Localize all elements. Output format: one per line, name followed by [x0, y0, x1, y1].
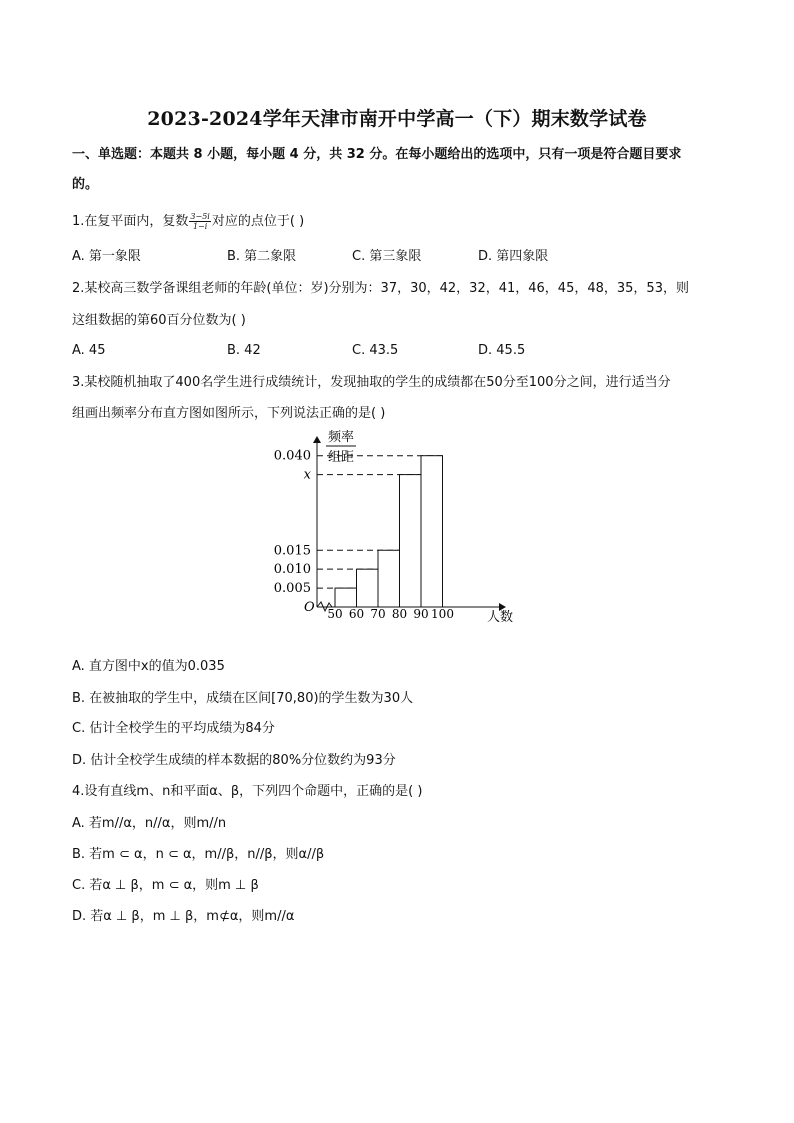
question-3-line2: 组画出频率分布直方图如图所示，下列说法正确的是( ): [72, 406, 386, 421]
x-tick-label: 50: [327, 607, 343, 621]
x-tick-label: 90: [413, 607, 429, 621]
question-1-stem: [72, 212, 304, 231]
question-2-line2: 这组数据的第60百分位数为( ): [72, 313, 246, 328]
question-3-line1: 3.某校随机抽取了400名学生进行成绩统计，发现抽取的学生的成绩都在50分至100分之间，进行适当分: [72, 375, 671, 390]
complex-fraction: [189, 212, 210, 231]
y-tick-label: 0.015: [273, 543, 311, 559]
y-tick-label: 0.040: [273, 448, 311, 464]
section-header-line1: 一、单选题：本题共 8 小题，每小题 4 分，共 32 分。在每小题给出的选项中，只有一项是符合题目要求: [72, 147, 682, 162]
question-1-suffix: 对应的点位于( ): [211, 214, 305, 229]
origin-label: O: [304, 600, 315, 615]
y-label-denominator: 组距: [327, 450, 355, 465]
fraction-numerator: 3−5i: [190, 212, 210, 221]
frequency-histogram: [260, 425, 530, 630]
q2-option-a: A. 45: [72, 343, 106, 358]
q4-option-d: D. 若α ⊥ β，m ⊥ β，m⊄α，则m//α: [72, 909, 295, 924]
question-1-prefix: 1.在复平面内，复数: [72, 214, 189, 229]
q1-option-b: B. 第二象限: [227, 249, 297, 264]
x-tick-label: 80: [391, 607, 408, 621]
q1-option-a: A. 第一象限: [72, 249, 141, 264]
histogram-bar: [421, 456, 443, 607]
q2-option-d: D. 45.5: [478, 343, 526, 358]
y-tick-label: 0.005: [273, 581, 311, 597]
q3-option-c: C. 估计全校学生的平均成绩为84分: [72, 721, 275, 736]
q4-option-c: C. 若α ⊥ β，m ⊂ α，则m ⊥ β: [72, 878, 259, 893]
q4-option-b: B. 若m ⊂ α，n ⊂ α，m//β，n//β，则α//β: [72, 847, 325, 862]
x-tick-label: 60: [348, 607, 365, 621]
q3-option-d: D. 估计全校学生成绩的样本数据的80%分位数约为93分: [72, 753, 396, 768]
q3-option-a: A. 直方图中x的值为0.035: [72, 659, 225, 674]
histogram-bar: [378, 550, 400, 607]
q3-option-b: B. 在被抽取的学生中，成绩在区间[70,80)的学生数为30人: [72, 691, 414, 706]
histogram-marks: [274, 449, 454, 621]
histogram-bar: [400, 475, 422, 607]
question-4-stem: 4.设有直线m、n和平面α、β，下列四个命题中，正确的是( ): [72, 784, 423, 799]
question-2-line1: 2.某校高三数学备课组老师的年龄(单位：岁)分别为：37，30，42，32，41，46，45，48，35，53，则: [72, 281, 689, 296]
x-axis-label: 人数: [487, 610, 514, 625]
q1-option-d: D. 第四象限: [478, 249, 549, 264]
y-tick-label: x: [303, 467, 311, 483]
q1-option-c: C. 第三象限: [352, 249, 422, 264]
x-tick-label: 70: [370, 607, 386, 621]
q4-option-a: A. 若m//α，n//α，则m//n: [72, 816, 227, 831]
y-label-numerator: 频率: [327, 430, 355, 445]
x-tick-label: 100: [431, 607, 454, 621]
fraction-denominator: 1−i: [192, 222, 208, 231]
histogram-bar: [335, 588, 357, 607]
page-title: 2023-2024学年天津市南开中学高一（下）期末数学试卷: [147, 108, 647, 130]
q2-option-c: C. 43.5: [352, 343, 399, 358]
y-tick-label: 0.010: [273, 562, 311, 578]
histogram-bar: [357, 569, 379, 607]
section-header-line2: 的。: [72, 177, 99, 192]
q2-option-b: B. 42: [227, 343, 261, 358]
